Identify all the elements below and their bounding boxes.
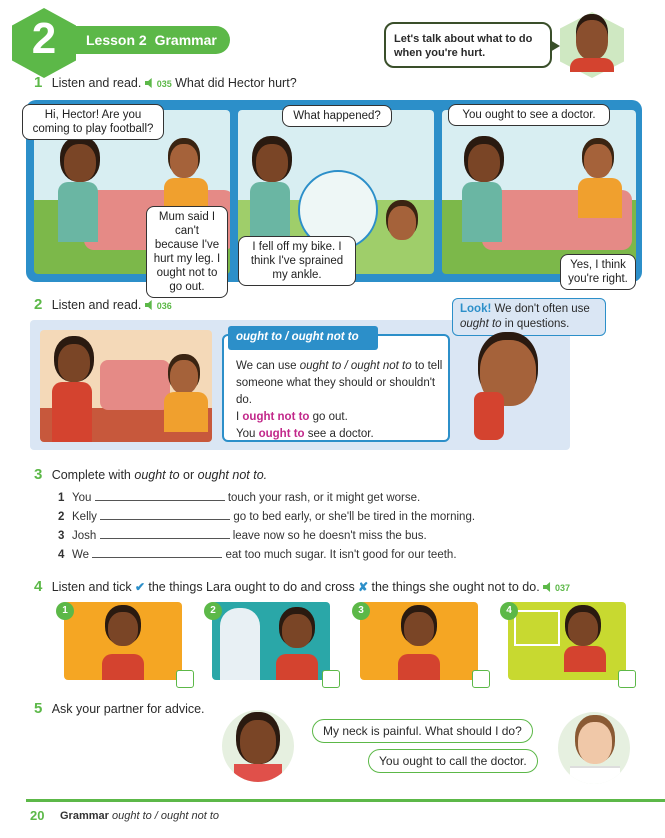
ex4-card-number: 3 bbox=[352, 602, 370, 620]
answer-blank[interactable] bbox=[95, 500, 225, 501]
boy-photo bbox=[558, 712, 630, 784]
grammar-example-2: You ought to see a doctor. bbox=[236, 428, 374, 440]
speech-bubble-4: I fell off my bike. I think I've sprained my ankle. bbox=[238, 236, 356, 286]
unit-number: 2 bbox=[31, 14, 57, 63]
ex2-heading bbox=[34, 296, 172, 313]
ex4-number: 4 bbox=[34, 578, 43, 595]
footer-label: Grammar ought to / ought not to bbox=[60, 810, 220, 822]
ex4-card-4 bbox=[508, 602, 626, 680]
ex1-instruction: Listen and read. bbox=[51, 76, 142, 90]
comic-panel-3 bbox=[442, 110, 636, 274]
tick-box[interactable] bbox=[176, 670, 194, 688]
speaker-icon bbox=[543, 582, 553, 592]
advice-answer-bubble: You ought to call the doctor. bbox=[368, 749, 538, 773]
grammar-illustration bbox=[40, 330, 212, 442]
ex3-item: 4 We eat too much sugar. It isn't good for our teeth. bbox=[58, 549, 457, 561]
ex3-item: 3 Josh leave now so he doesn't miss the bus. bbox=[58, 530, 427, 542]
footer-rule bbox=[26, 799, 665, 802]
answer-blank[interactable] bbox=[100, 519, 230, 520]
ex3-item: 2 Kelly go to bed early, or she'll be tired in the morning. bbox=[58, 511, 476, 523]
ex1-question: What did Hector hurt? bbox=[175, 76, 297, 90]
ex3-item: 1 You touch your rash, or it might get worse. bbox=[58, 492, 421, 504]
tick-icon: ✔ bbox=[134, 580, 146, 594]
girl-photo bbox=[222, 710, 294, 782]
look-note: Look! We don't often use ought to in questions. bbox=[452, 298, 606, 336]
audio-track[interactable]: 035 bbox=[145, 79, 172, 89]
ex4-card-number: 2 bbox=[204, 602, 222, 620]
audio-track[interactable]: 037 bbox=[543, 583, 570, 593]
ex1-number: 1 bbox=[34, 74, 43, 91]
cross-icon: ✘ bbox=[358, 580, 369, 594]
tick-box[interactable] bbox=[322, 670, 340, 688]
boy-avatar bbox=[576, 20, 608, 60]
speech-bubble-5: You ought to see a doctor. bbox=[448, 104, 610, 126]
ex4-card-number: 4 bbox=[500, 602, 518, 620]
speech-bubble-2: Mum said I can't because I've hurt my leg. I ought not to go out. bbox=[146, 206, 228, 298]
speech-bubble-3: What happened? bbox=[282, 105, 392, 127]
ex5-heading bbox=[34, 700, 205, 717]
lesson-banner bbox=[62, 26, 230, 54]
grammar-explanation: We can use ought to / ought not to to tell someone what they should or shouldn't do. I ought not to go out. You ought to see a doctor. bbox=[236, 358, 446, 443]
ex4-card-3 bbox=[360, 602, 478, 680]
ex2-number: 2 bbox=[34, 296, 43, 313]
grammar-card-title: ought to / ought not to bbox=[228, 326, 378, 350]
ex3-number: 3 bbox=[34, 466, 43, 483]
lesson-label: Lesson 2 bbox=[86, 32, 147, 48]
lesson-topic: Grammar bbox=[154, 32, 217, 48]
speech-bubble-1: Hi, Hector! Are you coming to play football? bbox=[22, 104, 164, 140]
intro-speech-bubble: Let's talk about what to do when you're hurt. bbox=[384, 22, 552, 68]
answer-blank[interactable] bbox=[92, 557, 222, 558]
ex5-number: 5 bbox=[34, 700, 43, 717]
page-number: 20 bbox=[30, 808, 45, 823]
ex4-card-2 bbox=[212, 602, 330, 680]
grammar-example-1: I ought not to go out. bbox=[236, 411, 348, 423]
speech-bubble-6: Yes, I think you're right. bbox=[560, 254, 636, 290]
peeking-boy-shirt bbox=[474, 392, 504, 440]
ex5-instruction: Ask your partner for advice. bbox=[51, 702, 205, 716]
ex4-heading: 4 Listen and tick ✔ the things Lara ought to do and cross ✘ the things she ought not to do. 037 bbox=[34, 578, 571, 595]
tick-box[interactable] bbox=[618, 670, 636, 688]
ex3-heading: 3 Complete with ought to or ought not to. bbox=[34, 466, 268, 483]
speaker-icon bbox=[145, 300, 155, 310]
boy-avatar-shirt bbox=[570, 58, 614, 72]
answer-blank[interactable] bbox=[100, 538, 230, 539]
advice-question-bubble: My neck is painful. What should I do? bbox=[312, 719, 533, 743]
ex4-card-number: 1 bbox=[56, 602, 74, 620]
speaker-icon bbox=[145, 78, 155, 88]
ex4-card-1 bbox=[64, 602, 182, 680]
ex1-heading bbox=[34, 74, 297, 91]
ex2-instruction: Listen and read. bbox=[51, 298, 142, 312]
audio-track[interactable]: 036 bbox=[145, 301, 172, 311]
tick-box[interactable] bbox=[472, 670, 490, 688]
